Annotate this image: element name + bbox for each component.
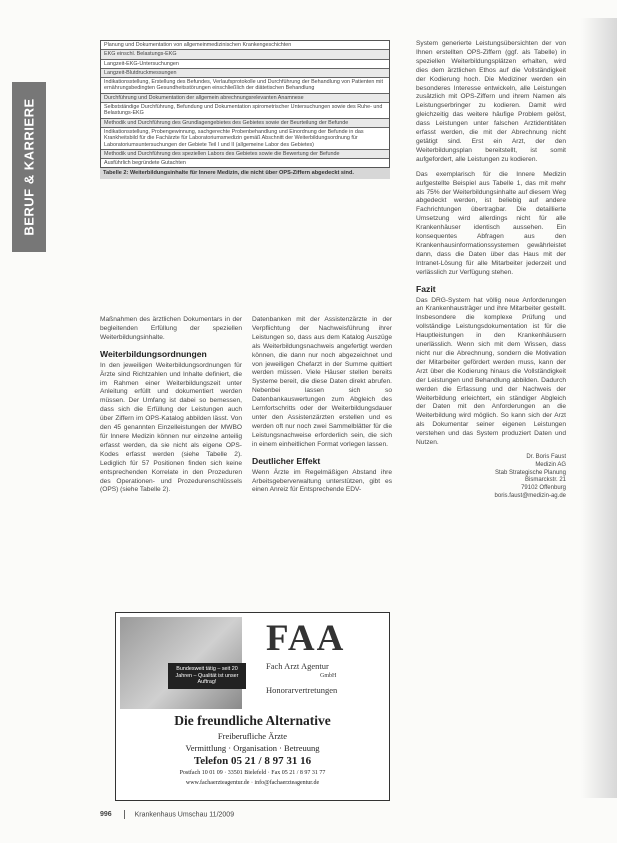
column-2 [252,316,392,495]
ad-logo-tagline: Honorarvertretungen [266,685,338,695]
table-row: Planung und Dokumentation von allgemeinmedizinischen Krankengeschichten [101,41,389,50]
table-row: EKG einschl. Belastungs-EKG [101,50,389,59]
ad-phone: Telefon 05 21 / 8 97 31 16 [193,755,312,767]
author-signature [416,454,566,501]
ad-headline: Die freundliche Alternative [174,713,331,728]
signature-line: Stab Strategische Planung [494,469,566,476]
ad-logo-subtitle: Fach Arzt Agentur [266,661,329,671]
table-row: Langzeit-Blutdruckmessungen [101,69,389,78]
signature-line: Dr. Boris Faust [526,453,566,460]
page-footer [100,810,234,819]
paragraph: In den jeweiligen Weiterbildungsordnungen für Ärzte sind Richtzahlen und Inhalte definiert, die im Rahmen einer Weiterbildungszeit unter Anleitung erfüllt und dokumentiert werden müssen. Der Umfang ist dabei so bemessen, dass sich die Erfüllung der Leistungen auch über Ziffern im OPS-Katalog abbilden lässt. Von den 45 genannten Einzelleistungen der MWBO für Innere Medizin können nur einzelne anteilig erfasst werden, da sie nicht als eigene OPS-Kodes erfasst werden (siehe Tabelle 2). Lediglich für 57 Positionen finden sich keine entsprechenden Korrelate in den Prozeduren des Operationen- und Prozedurenschlüssels (OPS) (siehe Tabelle 2). [100,361,242,494]
column-3 [416,40,566,501]
signature-line: boris.faust@medizin-ag.de [494,492,566,499]
paragraph: Das DRG-System hat völlig neue Anforderungen an Krankenhausträger und ihre Mitarbeiter gestellt. Insbesondere die komplexe Prüfung und vollständige Leistungsdokumentation ist für die Hauptleistungen in den Krankenhäusern unerlässlich. Wenn sich mit dem Wissen, dass nicht nur die Abrechnung, sondern die Motivation der Mitarbeiter gefördert werden muss, kann der Arzt über die Kodierung hinaus die Vollständigkeit der Leistungen und Behandlung abbilden. Dadurch werden die Erfassung und der Nachweis der Weiterbildung erleichtert, ein ständiger Abgleich der Daten mit den Anforderungen an die Weiterbildung wird möglich. So kann sich der Arzt als Dokumentar seiner eigenen Leistungen verstehen und das System produziert Daten und Nutzen. [416,296,566,447]
table-row: Indikationsstellung, Probengewinnung, sachgerechte Probenbehandlung und Einordnung der Befunde in das Krankheitsbild für die Fachärzte für Laboratoriumsmedizin gemäß Abschnitt der Weiterbildungsordnung für Laboratoriumsuntersuchungen der Gebiete Teil I und II (allgemeine Labor des Gebietes) [101,128,389,150]
ad-web: www.fachaerzteagentur.de · info@fachaerzteagentur.de [185,780,320,786]
table-rows [100,40,390,168]
paragraph: Maßnahmen des ärztlichen Dokumentars in der begleitenden Erfüllung der speziellen Weiterbildungsinhalte. [100,316,242,341]
advertisement-faa [115,612,390,801]
table-row: Methodik und Durchführung des Grundlagengebietes des Gebietes sowie der Beurteilung der Befunde [101,119,389,128]
journal-title: Krankenhaus Umschau 11/2009 [134,811,235,819]
table-row: Methodik und Durchführung des speziellen Labors des Gebietes sowie die Bewertung der Befunde [101,150,389,159]
paragraph: Datenbanken mit der Assistenzärzte in der Verpflichtung der Nachweisführung ihrer Leistungen so, dass aus dem Katalog Auszüge als Weiterbildungsnachweis angefertigt werden können, die dann nur noch abgezeichnet und von jeweiligen Chefarzt in der Summe quittiert werden müssen. Viele Häuser stellen bereits Systeme bereit, die diese Daten direkt abrufen. Nebenbei lassen sich so Datenbankauswertungen zum Abgleich des Lernfortschritts oder der Weiterbildungsdauer unter den Assistenzärzten erstellen und es werden oft nur noch zwei Sammelblätter für die Leistungsnachweise erforderlich sein, die sich in einem einheitlichen Format vorlegen lassen. [252,316,392,448]
footer-divider [124,810,125,819]
heading-deutlicher-effekt: Deutlicher Effekt [252,455,321,466]
paragraph: Das exemplarisch für die Innere Medizin aufgestellte Beispiel aus Tabelle 1, das mit mehr als 75% der Weiterbildungsinhalte auf diesem Weg abgedeckt werden, ist beliebig auf andere Fachrichtungen übertragbar. Die detaillierte Umsetzung wird allerdings nicht für alle Krankenhäuser identisch aussehen. Ein konsequentes Abfragen aus den Krankenhausinformationssystemen gewährleistet dann, dass die Daten über das Haus mit der Intranet-Lösung für alle Mitarbeiter jederzeit und verlässlich zur Verfügung stehen. [416,170,566,276]
ad-line: Freiberufliche Ärzte [217,731,288,741]
paragraph: Wenn Ärzte im Regelmäßigen Abstand ihre Arbeitsgeberverwaltung unterstützen, gibt es einen Anreiz für Entsprechende EDV- [252,468,392,494]
page-number: 996 [100,811,112,819]
ad-line: Vermittlung · Organisation · Betreuung [185,743,320,753]
section-tab-label: BERUF & KARRIERE [21,98,37,236]
signature-line: 79102 Offenburg [521,485,566,492]
heading-fazit: Fazit [416,283,436,294]
table-2 [100,40,390,179]
table-caption: Tabelle 2: Weiterbildungsinhalte für Innere Medizin, die nicht über OPS-Ziffern abgedeckt sind. [100,168,390,179]
table-row: Ausführlich begründete Gutachten [104,160,186,167]
signature-line: Bismarckstr. 21 [524,477,566,484]
heading-weiterbildungsordnungen: Weiterbildungsordnungen [100,348,207,359]
table-row: Langzeit-EKG-Untersuchungen [101,60,389,69]
paragraph: System generierte Leistungsübersichten der von Ihnen erstellten OPS-Ziffern (ggf. als Tabelle) in speziellen Weiterbildungsplätzen erhalten, wird dies dem ärztlichen Ethos auf die Vollständigkeit der Kodierung hoch. Die Mediziner werden ein besonderes Interesse entwickeln, alle Leistungen zusätzlich mit OPS-Ziffern und ihrem Namen als Leistungserbringer zu kodieren. Damit wird gleichzeitig das weitere häufige Problem gelöst, dass Leistungen unter falschen Arztidentitäten erfasst werden, die mit der Abrechnung nicht getätigt sind. Erst ein Arzt, der den Weiterbildungsplan bereitstellt, ist somit aufgefordert, alle Leistungen zu kodieren. [416,40,566,163]
table-row: Selbstständige Durchführung, Befundung und Dokumentation spirometrischer Untersuchungen sowie des Ruhe- und Belastungs-EKG [101,103,389,119]
ad-logo: FAA [266,618,346,659]
page-edge-shadow [581,18,617,798]
ad-address: Postfach 10 01 09 · 33501 Bielefeld · Fax 05 21 / 8 97 31 77 [179,770,326,776]
signature-line: Medizin AG [535,461,566,468]
ad-badge: Bundesweit tätig – seit 20 Jahren – Qualität ist unser Auftrag! [168,663,246,689]
section-tab [12,82,46,252]
table-row: Durchführung und Dokumentation der allgemein abrechnungsrelevanten Anamnese [101,94,389,103]
column-1 [100,316,242,495]
table-row: Indikationsstellung, Erstellung des Befundes, Verlaufsprotokolle und Durchführung der Behandlung von Patienten mit ernährungsbedingten Gesundheitsstörungen einschließlich der diätetischen Behandlung [101,78,389,94]
ad-logo-gmbh: GmbH [320,673,337,679]
